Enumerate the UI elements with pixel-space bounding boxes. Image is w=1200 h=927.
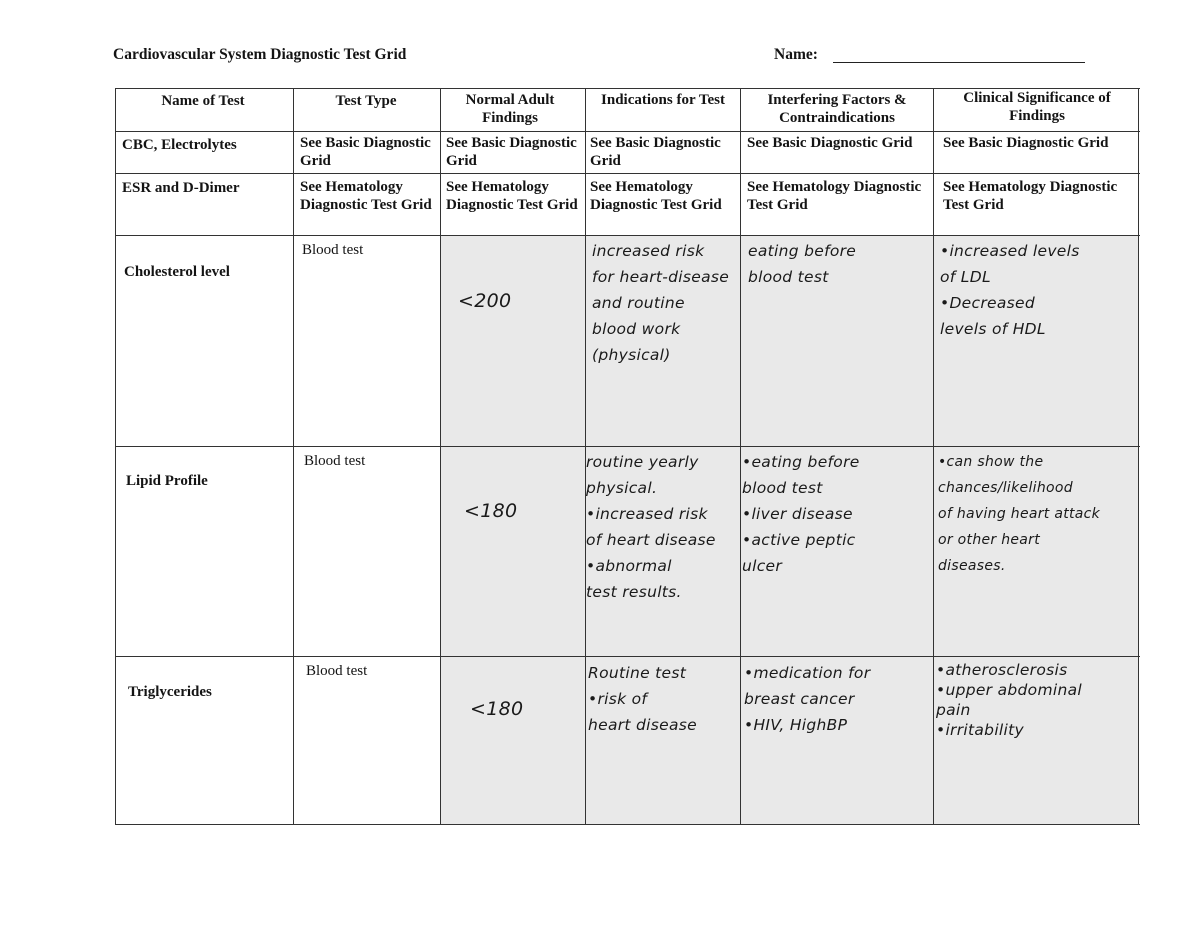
normal-findings: <200 bbox=[458, 290, 512, 312]
column-divider bbox=[740, 88, 741, 824]
normal-findings: <180 bbox=[470, 698, 524, 720]
interfering-factors: •medication for breast cancer •HIV, HighBP bbox=[744, 664, 871, 734]
test-type: Blood test bbox=[306, 663, 368, 679]
interfering-factors: See Hematology Diagnostic Test Grid bbox=[747, 179, 922, 213]
row-divider bbox=[115, 656, 1140, 657]
test-name: CBC, Electrolytes bbox=[122, 137, 237, 153]
column-header: Indications for Test bbox=[601, 92, 725, 108]
row-divider bbox=[115, 235, 1140, 236]
normal-findings: <180 bbox=[464, 500, 518, 522]
table-border-right bbox=[1138, 88, 1139, 824]
clinical-significance: See Basic Diagnostic Grid bbox=[943, 135, 1109, 151]
test-type: See Hematology Diagnostic Test Grid bbox=[300, 179, 432, 213]
indications: See Hematology Diagnostic Test Grid bbox=[590, 179, 722, 213]
row-divider bbox=[115, 173, 1140, 174]
indications: See Basic Diagnostic Grid bbox=[590, 135, 721, 169]
column-header: Name of Test bbox=[161, 93, 245, 109]
indications: Routine test •risk of heart disease bbox=[588, 664, 698, 734]
name-label: Name: bbox=[774, 46, 818, 63]
normal-findings: See Basic Diagnostic Grid bbox=[446, 135, 577, 169]
clinical-significance: •can show the chances/likelihood of having heart attack or other heart diseases. bbox=[938, 454, 1101, 574]
interfering-factors: See Basic Diagnostic Grid bbox=[747, 135, 913, 151]
interfering-factors: •eating before blood test •liver disease •active peptic ulcer bbox=[742, 453, 860, 575]
indications: increased risk for heart-disease and routine blood work (physical) bbox=[592, 242, 730, 364]
test-name: Lipid Profile bbox=[126, 473, 208, 489]
column-divider bbox=[293, 88, 294, 824]
clinical-significance: •increased levels of LDL •Decreased levels of HDL bbox=[940, 242, 1080, 338]
table-border-left bbox=[115, 88, 116, 824]
column-header: Interfering Factors & Contraindications bbox=[767, 92, 907, 126]
column-header: Clinical Significance of Findings bbox=[963, 90, 1111, 124]
row-divider bbox=[115, 446, 1140, 447]
clinical-significance: •atherosclerosis •upper abdominal pain •irritability bbox=[936, 661, 1082, 739]
test-type: See Basic Diagnostic Grid bbox=[300, 135, 431, 169]
column-header: Test Type bbox=[335, 93, 397, 109]
table-border-bottom bbox=[115, 824, 1140, 825]
test-type: Blood test bbox=[302, 242, 364, 258]
indications: routine yearly physical. •increased risk of heart disease •abnormal test results. bbox=[586, 453, 716, 601]
test-name: Triglycerides bbox=[128, 684, 212, 700]
test-name: Cholesterol level bbox=[124, 264, 230, 280]
clinical-significance: See Hematology Diagnostic Test Grid bbox=[943, 179, 1118, 213]
normal-findings: See Hematology Diagnostic Test Grid bbox=[446, 179, 578, 213]
page-title: Cardiovascular System Diagnostic Test Grid bbox=[113, 46, 407, 63]
name-field[interactable] bbox=[833, 62, 1085, 63]
row-divider bbox=[115, 131, 1140, 132]
interfering-factors: eating before blood test bbox=[748, 242, 857, 286]
column-header: Normal Adult Findings bbox=[465, 92, 555, 126]
column-divider bbox=[933, 88, 934, 824]
test-name: ESR and D-Dimer bbox=[122, 180, 240, 196]
column-divider bbox=[440, 88, 441, 824]
test-type: Blood test bbox=[304, 453, 366, 469]
